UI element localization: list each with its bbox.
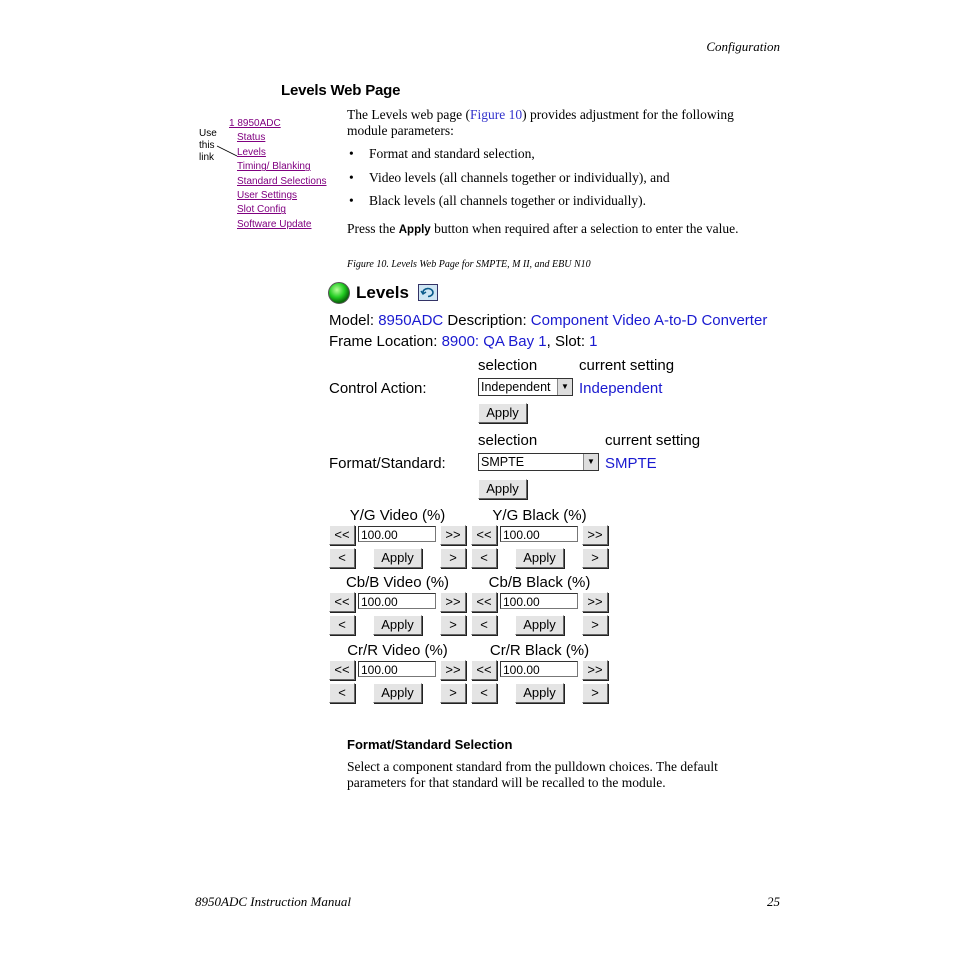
cbb-black-increase-large-button[interactable]: >> xyxy=(582,592,608,612)
running-header: Configuration xyxy=(706,39,780,54)
cbb-video-increase-large-button[interactable]: >> xyxy=(440,592,466,612)
yg-video-value-input[interactable]: 100.00 xyxy=(358,526,436,542)
cbb-black-decrease-large-button[interactable]: << xyxy=(471,592,497,612)
nav-link-module[interactable]: 1 8950ADC xyxy=(229,118,281,129)
crr-video-value-input[interactable]: 100.00 xyxy=(358,661,436,677)
cbb-black-decrease-button[interactable]: < xyxy=(471,615,497,635)
nav-link-slot-config[interactable]: Slot Config xyxy=(237,204,286,216)
cbb-video-value-input[interactable]: 100.00 xyxy=(358,593,436,609)
closing-paragraph: Select a component standard from the pulldown choices. The default parameters for that standard will be recalled to the module. xyxy=(347,759,718,790)
frame-location-value[interactable]: 8900: QA Bay 1 xyxy=(441,333,547,350)
crr-video-increase-large-button[interactable]: >> xyxy=(440,660,466,680)
crr-video-decrease-button[interactable]: < xyxy=(329,683,355,703)
control-action-select[interactable]: Independent ▼ xyxy=(478,378,573,396)
use-this-link-note: Use this link xyxy=(199,128,217,163)
crr-black-decrease-large-button[interactable]: << xyxy=(471,660,497,680)
yg-black-label: Y/G Black (%) xyxy=(492,507,587,524)
cbb-video-increase-button[interactable]: > xyxy=(440,615,466,635)
cbb-video-decrease-button[interactable]: < xyxy=(329,615,355,635)
cbb-black-value-input[interactable]: 100.00 xyxy=(500,593,578,609)
selection-header: selection xyxy=(478,357,538,374)
format-standard-label: Format/Standard: xyxy=(329,455,446,472)
footer-manual-title: 8950ADC Instruction Manual xyxy=(195,894,351,909)
refresh-icon[interactable] xyxy=(418,284,438,301)
status-led-icon xyxy=(327,281,351,305)
list-item: • Video levels (all channels together or individually), and xyxy=(347,170,670,194)
yg-video-decrease-large-button[interactable]: << xyxy=(329,525,355,545)
chevron-down-icon: ▼ xyxy=(557,379,572,395)
yg-video-increase-large-button[interactable]: >> xyxy=(440,525,466,545)
nav-link-levels[interactable]: Levels xyxy=(237,146,266,158)
frame-location-line: Frame Location: 8900: QA Bay 1, Slot: 1 xyxy=(329,333,598,350)
control-action-label: Control Action: xyxy=(329,380,427,397)
yg-video-increase-button[interactable]: > xyxy=(440,548,466,568)
format-standard-select[interactable]: SMPTE ▼ xyxy=(478,453,599,471)
section-heading: Levels Web Page xyxy=(281,82,401,99)
chevron-down-icon: ▼ xyxy=(583,454,598,470)
intro-paragraph: The Levels web page (Figure 10) provides adjustment for the following module parameters: xyxy=(347,107,734,138)
yg-video-decrease-button[interactable]: < xyxy=(329,548,355,568)
crr-video-apply-button[interactable]: Apply xyxy=(373,683,422,703)
crr-black-value-input[interactable]: 100.00 xyxy=(500,661,578,677)
description-value: Component Video A-to-D Converter xyxy=(530,312,768,329)
selection-header: selection xyxy=(478,432,538,449)
current-setting-header: current setting xyxy=(579,357,675,374)
figure-link[interactable]: Figure 10 xyxy=(469,107,523,122)
yg-black-increase-large-button[interactable]: >> xyxy=(582,525,608,545)
nav-link-status[interactable]: Status xyxy=(237,132,266,144)
press-apply-paragraph: Press the Apply button when required after a selection to enter the value. xyxy=(347,221,739,236)
slot-value: 1 xyxy=(589,333,598,350)
crr-black-decrease-button[interactable]: < xyxy=(471,683,497,703)
list-item: • Format and standard selection, xyxy=(347,146,670,170)
yg-video-apply-button[interactable]: Apply xyxy=(373,548,422,568)
yg-black-value-input[interactable]: 100.00 xyxy=(500,526,578,542)
crr-black-increase-button[interactable]: > xyxy=(582,683,608,703)
crr-video-decrease-large-button[interactable]: << xyxy=(329,660,355,680)
crr-video-increase-button[interactable]: > xyxy=(440,683,466,703)
webpage-title: Levels xyxy=(356,283,409,302)
control-action-apply-button[interactable]: Apply xyxy=(478,403,527,423)
format-standard-current: SMPTE xyxy=(605,455,657,472)
list-item: • Black levels (all channels together or individually). xyxy=(347,193,670,217)
control-action-current: Independent xyxy=(579,380,663,397)
cbb-video-apply-button[interactable]: Apply xyxy=(373,615,422,635)
yg-black-decrease-button[interactable]: < xyxy=(471,548,497,568)
nav-link-software-update[interactable]: Software Update xyxy=(237,218,312,230)
page-number: 25 xyxy=(767,894,780,909)
current-setting-header: current setting xyxy=(605,432,701,449)
cbb-black-label: Cb/B Black (%) xyxy=(488,574,591,591)
model-line: Model: 8950ADC Description: Component Video A-to-D Converter xyxy=(329,312,768,329)
model-value: 8950ADC xyxy=(378,312,444,329)
nav-links xyxy=(229,117,327,232)
cbb-video-decrease-large-button[interactable]: << xyxy=(329,592,355,612)
crr-black-increase-large-button[interactable]: >> xyxy=(582,660,608,680)
cbb-black-increase-button[interactable]: > xyxy=(582,615,608,635)
crr-video-label: Cr/R Video (%) xyxy=(347,642,448,659)
crr-black-apply-button[interactable]: Apply xyxy=(515,683,564,703)
cbb-video-label: Cb/B Video (%) xyxy=(345,574,450,591)
figure-caption: Figure 10. Levels Web Page for SMPTE, M II, and EBU N10 xyxy=(347,259,591,270)
format-standard-apply-button[interactable]: Apply xyxy=(478,479,527,499)
nav-link-timing-blanking[interactable]: Timing/ Blanking xyxy=(237,161,311,173)
yg-video-label: Y/G Video (%) xyxy=(349,507,446,524)
bullet-list xyxy=(347,146,670,217)
cbb-black-apply-button[interactable]: Apply xyxy=(515,615,564,635)
nav-link-standard-selections[interactable]: Standard Selections xyxy=(237,175,327,187)
yg-black-decrease-large-button[interactable]: << xyxy=(471,525,497,545)
yg-black-increase-button[interactable]: > xyxy=(582,548,608,568)
nav-link-user-settings[interactable]: User Settings xyxy=(237,190,298,202)
yg-black-apply-button[interactable]: Apply xyxy=(515,548,564,568)
crr-black-label: Cr/R Black (%) xyxy=(489,642,590,659)
subsection-heading: Format/Standard Selection xyxy=(347,737,513,752)
